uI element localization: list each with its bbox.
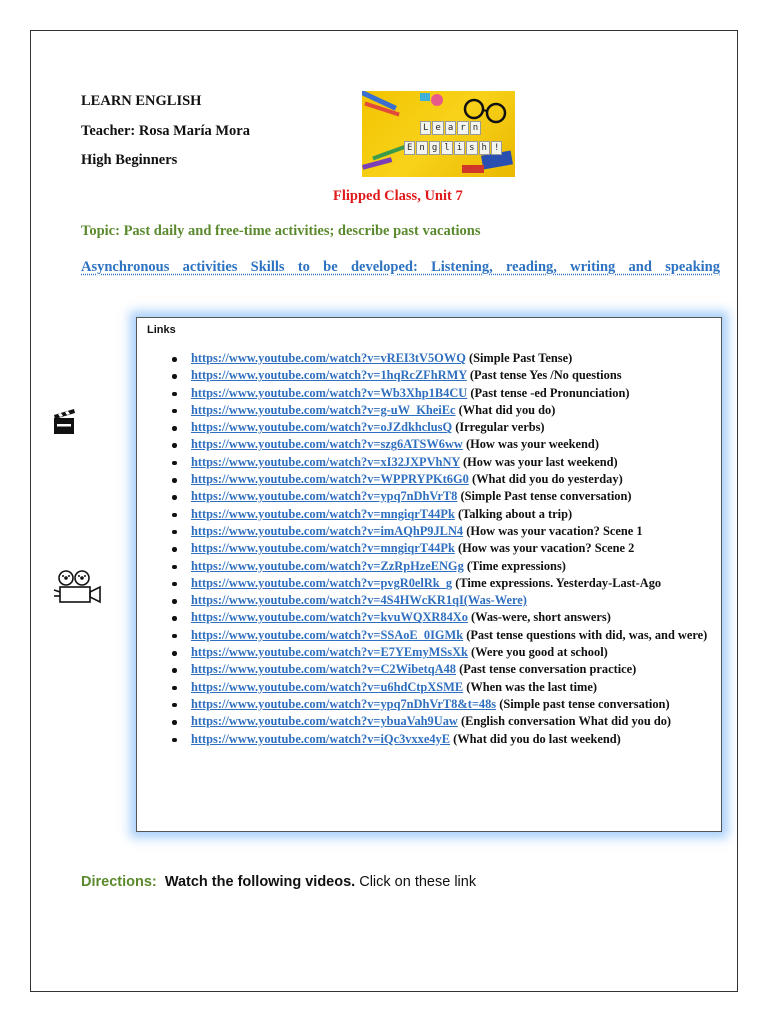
school-name: LEARN ENGLISH xyxy=(81,93,202,109)
video-link[interactable]: https://www.youtube.com/watch?v=ZzRpHzeENGg xyxy=(191,558,464,573)
list-item: https://www.youtube.com/watch?v=ybuaVah9Uaw (English conversation What did you do) xyxy=(169,713,709,730)
video-link[interactable]: https://www.youtube.com/watch?v=E7YEmyMSsXk xyxy=(191,645,468,660)
list-item: https://www.youtube.com/watch?v=u6hdCtpXSME (When was the last time) xyxy=(169,679,709,696)
video-link[interactable]: https://www.youtube.com/watch?v=mngiqrT44Pk xyxy=(191,541,455,556)
video-link[interactable]: https://www.youtube.com/watch?v=SSAoE_0IGMk xyxy=(191,627,464,642)
list-item: https://www.youtube.com/watch?v=pvgR0elRk_g (Time expressions. Yesterday-Last-Ago xyxy=(169,575,709,592)
video-link[interactable]: https://www.youtube.com/watch?v=u6hdCtpXSME xyxy=(191,679,464,694)
video-link[interactable]: https://www.youtube.com/watch?v=kvuWQXR84Xo xyxy=(191,610,468,625)
banner-word-english: E n g l i s h ! xyxy=(404,141,502,155)
video-link[interactable]: https://www.youtube.com/watch?v=1hqRcZFhRMY xyxy=(191,368,467,383)
list-item: https://www.youtube.com/watch?v=iQc3vxxe4yE (What did you do last weekend) xyxy=(169,731,709,748)
list-item: https://www.youtube.com/watch?v=szg6ATSW6ww (How was your weekend) xyxy=(169,436,709,453)
clapperboard-icon xyxy=(52,405,78,437)
topic-line: Topic: Past daily and free-time activities; describe past vacations xyxy=(81,223,481,239)
video-link[interactable]: https://www.youtube.com/watch?v=imAQhP9JLN4 xyxy=(191,523,464,538)
video-link[interactable]: https://www.youtube.com/watch?v=g-uW_KheiEc xyxy=(191,402,456,417)
directions-label: Directions: xyxy=(81,874,157,890)
list-item: https://www.youtube.com/watch?v=C2WibetqA48 (Past tense conversation practice) xyxy=(169,661,709,678)
banner-word-learn: L e a r n xyxy=(420,121,481,135)
video-link[interactable]: https://www.youtube.com/watch?v=4S4HWcKR1qI(Was-Were) xyxy=(191,593,527,608)
directions-bold-text: Watch the following videos. xyxy=(164,874,356,890)
list-item xyxy=(169,592,709,609)
list-item: https://www.youtube.com/watch?v=xI32JXPVhNY (How was your last weekend) xyxy=(169,454,709,471)
list-item: https://www.youtube.com/watch?v=WPPRYPKt6G0 (What did you do yesterday) xyxy=(169,471,709,488)
movie-camera-icon xyxy=(52,568,108,608)
list-item: https://www.youtube.com/watch?v=SSAoE_0IGMk (Past tense questions with did, was, and were) xyxy=(169,627,709,644)
list-item: https://www.youtube.com/watch?v=imAQhP9JLN4 (How was your vacation? Scene 1 xyxy=(169,523,709,540)
directions-line xyxy=(81,874,476,890)
teacher-name: Teacher: Rosa María Mora xyxy=(81,123,250,139)
video-link[interactable]: https://www.youtube.com/watch?v=xI32JXPVhNY xyxy=(191,454,460,469)
video-link[interactable]: https://www.youtube.com/watch?v=pvgR0elRk_g xyxy=(191,575,453,590)
video-link[interactable]: https://www.youtube.com/watch?v=iQc3vxxe4yE xyxy=(191,731,450,746)
list-item: https://www.youtube.com/watch?v=oJZdkhclusQ (Irregular verbs) xyxy=(169,419,709,436)
skills-line: Asynchronous activities Skills to be developed: Listening, reading, writing and speaking xyxy=(81,259,720,275)
video-link[interactable]: https://www.youtube.com/watch?v=vREI3tV5OWQ xyxy=(191,351,466,365)
list-item: https://www.youtube.com/watch?v=1hqRcZFhRMY (Past tense Yes /No questions xyxy=(169,367,709,384)
video-link-list xyxy=(169,350,709,748)
list-item: https://www.youtube.com/watch?v=ypq7nDhVrT8&t=48s (Simple past tense conversation) xyxy=(169,696,709,713)
video-link[interactable]: https://www.youtube.com/watch?v=C2WibetqA48 xyxy=(191,662,456,677)
list-item: https://www.youtube.com/watch?v=mngiqrT44Pk (How was your vacation? Scene 2 xyxy=(169,540,709,557)
list-item: https://www.youtube.com/watch?v=mngiqrT44Pk (Talking about a trip) xyxy=(169,506,709,523)
video-link[interactable]: https://www.youtube.com/watch?v=szg6ATSW6ww xyxy=(191,437,463,452)
directions-text: Click on these link xyxy=(359,874,477,890)
list-item: https://www.youtube.com/watch?v=E7YEmyMSsXk (Were you good at school) xyxy=(169,644,709,661)
video-link[interactable]: https://www.youtube.com/watch?v=oJZdkhclusQ xyxy=(191,420,453,435)
video-link[interactable]: https://www.youtube.com/watch?v=Wb3Xhp1B4CU xyxy=(191,385,468,400)
video-link[interactable]: https://www.youtube.com/watch?v=ypq7nDhVrT8&t=48s xyxy=(191,696,497,711)
learn-english-banner-image xyxy=(362,91,515,177)
list-item: https://www.youtube.com/watch?v=ZzRpHzeENGg (Time expressions) xyxy=(169,558,709,575)
list-item: https://www.youtube.com/watch?v=g-uW_KheiEc (What did you do) xyxy=(169,402,709,419)
list-item: https://www.youtube.com/watch?v=Wb3Xhp1B4CU (Past tense -ed Pronunciation) xyxy=(169,385,709,402)
video-link[interactable]: https://www.youtube.com/watch?v=ybuaVah9Uaw xyxy=(191,714,458,729)
list-item: https://www.youtube.com/watch?v=kvuWQXR84Xo (Was-were, short answers) xyxy=(169,609,709,626)
video-link[interactable]: https://www.youtube.com/watch?v=mngiqrT44Pk xyxy=(191,506,455,521)
links-box xyxy=(136,317,722,832)
links-heading: Links xyxy=(147,324,176,336)
list-item: https://www.youtube.com/watch?v=ypq7nDhVrT8 (Simple Past tense conversation) xyxy=(169,488,709,505)
video-link[interactable]: https://www.youtube.com/watch?v=WPPRYPKt6G0 xyxy=(191,472,469,487)
unit-title: Flipped Class, Unit 7 xyxy=(333,188,463,204)
class-level: High Beginners xyxy=(81,152,178,168)
list-item: https://www.youtube.com/watch?v=vREI3tV5OWQ (Simple Past Tense) xyxy=(169,350,709,367)
video-link[interactable]: https://www.youtube.com/watch?v=ypq7nDhVrT8 xyxy=(191,489,458,504)
